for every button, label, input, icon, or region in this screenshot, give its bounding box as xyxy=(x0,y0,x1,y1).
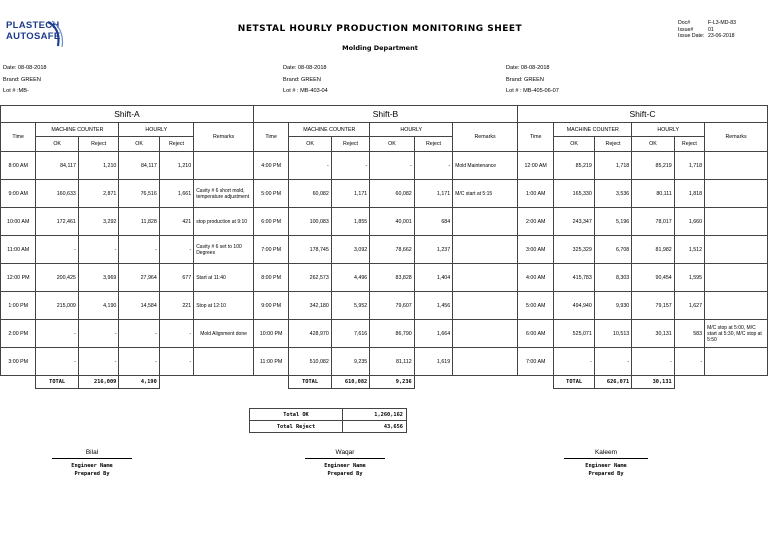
time-cell: 3:00 PM xyxy=(1,348,36,376)
hourly-reject-cell: 1,404 xyxy=(414,264,452,292)
hourly-reject-cell: - xyxy=(159,320,193,348)
total-ok-value: 610,082 xyxy=(331,376,369,389)
logo-line-2: AUTOSAFE xyxy=(6,31,61,42)
counter-ok-cell: - xyxy=(289,152,331,180)
remarks-cell: Cavity # 6 set to 100 Degrees xyxy=(194,236,254,264)
counter-reject-cell: - xyxy=(594,348,631,376)
brand-label: Brand: GREEN xyxy=(3,77,41,83)
hourly-ok-cell: 14,584 xyxy=(119,292,159,320)
hourly-ok-cell: 78,017 xyxy=(632,208,674,236)
summary-label: Total Reject xyxy=(250,421,343,433)
remarks-cell xyxy=(453,264,518,292)
remarks-cell: M/C stop at 5:00, M/C start at 5:30, M/C stop at 5:50 xyxy=(705,320,768,348)
time-cell: 1:00 AM xyxy=(517,180,553,208)
hourly-reject-cell: 1,661 xyxy=(159,180,193,208)
shift-a-meta xyxy=(3,65,47,94)
counter-ok-cell: - xyxy=(36,320,78,348)
total-label: TOTAL xyxy=(289,376,331,389)
remarks-cell: M/C start at 5:15 xyxy=(453,180,518,208)
counter-reject-cell: 1,718 xyxy=(594,152,631,180)
time-cell: 8:00 AM xyxy=(1,152,36,180)
counter-ok-cell: - xyxy=(36,236,78,264)
time-cell: 5:00 PM xyxy=(253,180,288,208)
hourly-ok-cell: 79,157 xyxy=(632,292,674,320)
hourly-ok-cell: 84,117 xyxy=(119,152,159,180)
summary-table xyxy=(249,408,407,433)
counter-reject-cell: 1,210 xyxy=(78,152,118,180)
hourly-ok-cell: 79,607 xyxy=(370,292,415,320)
hourly-ok-cell: 27,964 xyxy=(119,264,159,292)
remarks-header: Remarks xyxy=(705,123,768,152)
lot-label: Lot # : MB-403-04 xyxy=(283,88,328,94)
counter-ok-cell: 165,330 xyxy=(554,180,594,208)
table-row xyxy=(1,208,768,236)
counter-reject-cell: 3,292 xyxy=(78,208,118,236)
time-cell: 2:00 PM xyxy=(1,320,36,348)
hourly-ok-cell: 76,516 xyxy=(119,180,159,208)
counter-ok-cell: 342,180 xyxy=(289,292,331,320)
hourly-header: HOURLY xyxy=(119,123,194,137)
summary-value: 43,656 xyxy=(343,421,407,433)
signature-block-a xyxy=(52,449,132,478)
hourly-ok-cell: 40,001 xyxy=(370,208,415,236)
counter-reject-cell: - xyxy=(78,320,118,348)
summary-label: Total OK xyxy=(250,409,343,421)
counter-reject-cell: - xyxy=(78,348,118,376)
total-label: TOTAL xyxy=(36,376,78,389)
date-label: Date: 08-08-2018 xyxy=(283,65,327,71)
hourly-reject-cell: - xyxy=(414,152,452,180)
time-cell: 8:00 PM xyxy=(253,264,288,292)
hourly-header: HOURLY xyxy=(370,123,453,137)
hourly-ok-cell: - xyxy=(119,348,159,376)
time-cell: 2:00 AM xyxy=(517,208,553,236)
shift-c-meta xyxy=(506,65,559,94)
counter-reject-cell: 3,969 xyxy=(78,264,118,292)
shift-title-row xyxy=(1,106,768,123)
remarks-cell: Mold Alignment done xyxy=(194,320,254,348)
total-reject-value: 4,190 xyxy=(119,376,159,389)
reject-header: Reject xyxy=(78,137,118,152)
table-row xyxy=(1,292,768,320)
hourly-reject-cell: 1,718 xyxy=(674,152,704,180)
counter-reject-cell: 3,536 xyxy=(594,180,631,208)
counter-ok-cell: 325,329 xyxy=(554,236,594,264)
summary-row-total-reject xyxy=(250,421,407,433)
counter-ok-cell: 85,219 xyxy=(554,152,594,180)
counter-reject-cell: 1,855 xyxy=(331,208,369,236)
remarks-cell: Stop at 12:10 xyxy=(194,292,254,320)
counter-reject-cell: 1,171 xyxy=(331,180,369,208)
lot-label: Lot # :MB- xyxy=(3,88,29,94)
date-label: Date: 08-08-2018 xyxy=(3,65,47,71)
counter-ok-cell: 178,745 xyxy=(289,236,331,264)
remarks-cell xyxy=(705,152,768,180)
counter-reject-cell: 4,190 xyxy=(78,292,118,320)
date-label: Date: 08-08-2018 xyxy=(506,65,550,71)
hourly-reject-cell: 1,171 xyxy=(414,180,452,208)
total-reject-value: 30,131 xyxy=(632,376,674,389)
shift-b-title: Shift-B xyxy=(253,106,517,123)
remarks-cell xyxy=(705,236,768,264)
machine-counter-header: MACHINE COUNTER xyxy=(36,123,119,137)
total-reject-value: 9,236 xyxy=(370,376,415,389)
remarks-header: Remarks xyxy=(194,123,254,152)
counter-ok-cell: 415,783 xyxy=(554,264,594,292)
counter-ok-cell: 172,461 xyxy=(36,208,78,236)
hourly-ok-cell: 90,454 xyxy=(632,264,674,292)
remarks-cell xyxy=(705,292,768,320)
counter-ok-cell: 215,009 xyxy=(36,292,78,320)
shift-c-title: Shift-C xyxy=(517,106,767,123)
machine-counter-header: MACHINE COUNTER xyxy=(289,123,370,137)
shift-b-meta xyxy=(283,65,328,94)
brand-label: Brand: GREEN xyxy=(506,77,544,83)
lot-label: Lot # : MB-405-06-07 xyxy=(506,88,559,94)
counter-ok-cell: - xyxy=(554,348,594,376)
prepared-by: Prepared By xyxy=(74,471,110,477)
counter-ok-cell: 428,970 xyxy=(289,320,331,348)
time-header: Time xyxy=(1,123,36,152)
hourly-reject-cell: 1,664 xyxy=(414,320,452,348)
remarks-cell xyxy=(705,208,768,236)
counter-ok-cell: 243,347 xyxy=(554,208,594,236)
hourly-reject-cell: - xyxy=(159,236,193,264)
summary-row-total-ok xyxy=(250,409,407,421)
hourly-ok-cell: - xyxy=(632,348,674,376)
engineer-name: Kaleem xyxy=(564,449,648,459)
hourly-reject-cell: 1,627 xyxy=(674,292,704,320)
time-cell: 6:00 AM xyxy=(517,320,553,348)
counter-reject-cell: 3,092 xyxy=(331,236,369,264)
engineer-name: Bilal xyxy=(52,449,132,459)
company-logo xyxy=(6,20,64,48)
hourly-ok-cell: 11,828 xyxy=(119,208,159,236)
engineer-role: Engineer Name xyxy=(324,463,366,469)
counter-ok-cell: 525,071 xyxy=(554,320,594,348)
total-ok-value: 216,009 xyxy=(78,376,118,389)
counter-ok-cell: 200,425 xyxy=(36,264,78,292)
time-cell: 7:00 PM xyxy=(253,236,288,264)
signature-block-b xyxy=(305,449,385,478)
time-cell: 12:00 PM xyxy=(1,264,36,292)
hourly-reject-cell: - xyxy=(159,348,193,376)
hourly-ok-cell: 81,112 xyxy=(370,348,415,376)
production-table xyxy=(0,105,768,389)
issue-number-row: Issue# 01 xyxy=(678,26,714,33)
table-row xyxy=(1,348,768,376)
hourly-reject-cell: 677 xyxy=(159,264,193,292)
reject-header: Reject xyxy=(674,137,704,152)
counter-reject-cell: 9,235 xyxy=(331,348,369,376)
remarks-cell xyxy=(705,264,768,292)
counter-reject-cell: 5,952 xyxy=(331,292,369,320)
ok-header: OK xyxy=(36,137,78,152)
time-cell: 6:00 PM xyxy=(253,208,288,236)
counter-reject-cell: 2,871 xyxy=(78,180,118,208)
hourly-ok-cell: - xyxy=(119,236,159,264)
total-label: TOTAL xyxy=(554,376,594,389)
hourly-ok-cell: 80,111 xyxy=(632,180,674,208)
reject-header: Reject xyxy=(331,137,369,152)
machine-counter-header: MACHINE COUNTER xyxy=(554,123,632,137)
ok-header: OK xyxy=(632,137,674,152)
remarks-cell xyxy=(194,348,254,376)
ok-header: OK xyxy=(554,137,594,152)
hourly-reject-cell: 684 xyxy=(414,208,452,236)
time-cell: 5:00 AM xyxy=(517,292,553,320)
table-row xyxy=(1,320,768,348)
table-row xyxy=(1,152,768,180)
counter-reject-cell: 8,303 xyxy=(594,264,631,292)
time-header: Time xyxy=(253,123,288,152)
counter-ok-cell: - xyxy=(36,348,78,376)
doc-info xyxy=(678,20,736,40)
counter-reject-cell: 10,513 xyxy=(594,320,631,348)
counter-ok-cell: 60,082 xyxy=(289,180,331,208)
hourly-reject-cell: 1,456 xyxy=(414,292,452,320)
time-cell: 10:00 AM xyxy=(1,208,36,236)
hourly-header: HOURLY xyxy=(632,123,705,137)
remarks-cell: Start at 11:40 xyxy=(194,264,254,292)
hourly-reject-cell: - xyxy=(674,348,704,376)
ok-header: OK xyxy=(370,137,415,152)
time-cell: 11:00 PM xyxy=(253,348,288,376)
remarks-cell: Mold Maintenance xyxy=(453,152,518,180)
remarks-cell xyxy=(453,320,518,348)
counter-reject-cell: 6,708 xyxy=(594,236,631,264)
table-row xyxy=(1,236,768,264)
hourly-reject-cell: 583 xyxy=(674,320,704,348)
hourly-ok-cell: 85,219 xyxy=(632,152,674,180)
time-cell: 12:00 AM xyxy=(517,152,553,180)
summary-value: 1,260,162 xyxy=(343,409,407,421)
hourly-ok-cell: 30,131 xyxy=(632,320,674,348)
hourly-ok-cell: 86,790 xyxy=(370,320,415,348)
hourly-reject-cell: 1,619 xyxy=(414,348,452,376)
table-row xyxy=(1,264,768,292)
remarks-cell xyxy=(453,208,518,236)
brand-label: Brand: GREEN xyxy=(283,77,321,83)
reject-header: Reject xyxy=(594,137,631,152)
hourly-reject-cell: 1,237 xyxy=(414,236,452,264)
counter-reject-cell: - xyxy=(331,152,369,180)
table-row xyxy=(1,180,768,208)
reject-header: Reject xyxy=(159,137,193,152)
hourly-reject-cell: 1,210 xyxy=(159,152,193,180)
issue-date-row: Issue Date: 23-06-2018 xyxy=(678,33,735,40)
hourly-reject-cell: 421 xyxy=(159,208,193,236)
counter-ok-cell: 494,940 xyxy=(554,292,594,320)
prepared-by: Prepared By xyxy=(327,471,363,477)
subheader-row xyxy=(1,137,768,152)
engineer-name: Waqar xyxy=(305,449,385,459)
hourly-reject-cell: 221 xyxy=(159,292,193,320)
header-row xyxy=(1,123,768,137)
ok-header: OK xyxy=(289,137,331,152)
counter-reject-cell: - xyxy=(78,236,118,264)
counter-reject-cell: 7,616 xyxy=(331,320,369,348)
counter-reject-cell: 9,930 xyxy=(594,292,631,320)
page-title: NETSTAL HOURLY PRODUCTION MONITORING SHEET xyxy=(237,24,523,34)
hourly-ok-cell: 83,828 xyxy=(370,264,415,292)
time-cell: 3:00 AM xyxy=(517,236,553,264)
remarks-cell xyxy=(453,292,518,320)
counter-reject-cell: 4,496 xyxy=(331,264,369,292)
hourly-ok-cell: 78,662 xyxy=(370,236,415,264)
remarks-cell xyxy=(194,152,254,180)
remarks-cell: stop production at 9:10 xyxy=(194,208,254,236)
hourly-ok-cell: - xyxy=(119,320,159,348)
time-cell: 7:00 AM xyxy=(517,348,553,376)
hourly-reject-cell: 1,818 xyxy=(674,180,704,208)
hourly-reject-cell: 1,660 xyxy=(674,208,704,236)
logo-line-1: PLASTECH xyxy=(6,20,60,31)
remarks-cell xyxy=(453,348,518,376)
logo-swoosh-icon xyxy=(46,20,66,48)
counter-reject-cell: 5,196 xyxy=(594,208,631,236)
shift-a-title: Shift-A xyxy=(1,106,254,123)
remarks-cell xyxy=(453,236,518,264)
remarks-cell xyxy=(705,180,768,208)
hourly-ok-cell: 81,982 xyxy=(632,236,674,264)
prepared-by: Prepared By xyxy=(588,471,624,477)
counter-ok-cell: 160,633 xyxy=(36,180,78,208)
hourly-reject-cell: 1,595 xyxy=(674,264,704,292)
time-cell: 4:00 AM xyxy=(517,264,553,292)
reject-header: Reject xyxy=(414,137,452,152)
time-cell: 1:00 PM xyxy=(1,292,36,320)
time-cell: 4:00 PM xyxy=(253,152,288,180)
hourly-ok-cell: - xyxy=(370,152,415,180)
remarks-cell: Cavity # 6 short mold, temperature adjustment xyxy=(194,180,254,208)
engineer-role: Engineer Name xyxy=(585,463,627,469)
time-cell: 10:00 PM xyxy=(253,320,288,348)
remarks-cell xyxy=(705,348,768,376)
time-cell: 9:00 PM xyxy=(253,292,288,320)
counter-ok-cell: 84,117 xyxy=(36,152,78,180)
total-ok-value: 626,071 xyxy=(594,376,631,389)
ok-header: OK xyxy=(119,137,159,152)
time-cell: 9:00 AM xyxy=(1,180,36,208)
hourly-ok-cell: 60,082 xyxy=(370,180,415,208)
time-header: Time xyxy=(517,123,553,152)
counter-ok-cell: 262,573 xyxy=(289,264,331,292)
page-subtitle: Molding Department xyxy=(342,44,418,52)
remarks-header: Remarks xyxy=(453,123,518,152)
hourly-reject-cell: 1,512 xyxy=(674,236,704,264)
signature-block-c xyxy=(564,449,648,478)
counter-ok-cell: 100,083 xyxy=(289,208,331,236)
counter-ok-cell: 510,082 xyxy=(289,348,331,376)
time-cell: 11:00 AM xyxy=(1,236,36,264)
total-row xyxy=(1,376,768,389)
engineer-role: Engineer Name xyxy=(71,463,113,469)
doc-number-row: Doc# F-L3-MD-83 xyxy=(678,20,736,26)
